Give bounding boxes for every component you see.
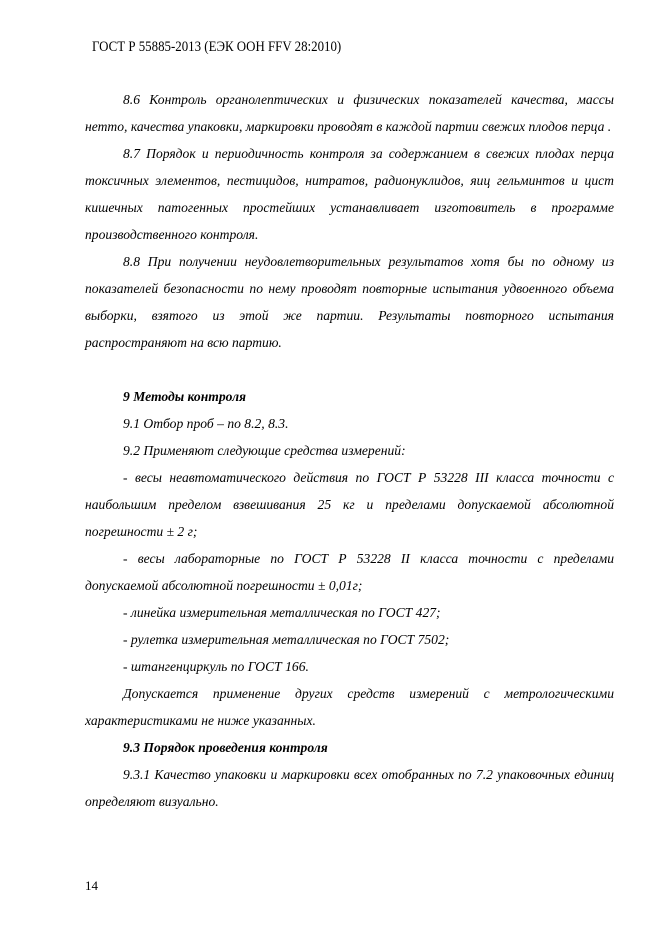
page-number: 14 (85, 878, 98, 893)
list-item-caliper: - штангенциркуль по ГОСТ 166. (123, 659, 309, 674)
document-header (92, 39, 382, 56)
standard-designation: ГОСТ Р 55885-2013 (ЕЭК ООН FFV 28:2010) (92, 39, 342, 55)
list-item-tape-measure: - рулетка измерительная металлическая по ГОСТ 7502; (123, 632, 450, 647)
list-item-ruler: - линейка измерительная металлическая по ГОСТ 427; (123, 605, 441, 620)
paragraph-9-2: 9.2 Применяют следующие средства измерений: (123, 443, 406, 458)
paragraph-9-1: 9.1 Отбор проб – по 8.2, 8.3. (123, 416, 289, 431)
paragraph-8-7: 8.7 Порядок и периодичность контроля за содержанием в свежих плодах перца токсичных элементов, пестицидов, нитратов, радионуклидов, яиц гельминтов и цист кишечных патогенных простейших устанавливает изготовитель в программе производственного контроля. (85, 146, 614, 242)
section-heading-9: 9 Методы контроля (123, 389, 247, 404)
document-body (85, 86, 614, 815)
paragraph-8-6: 8.6 Контроль органолептических и физических показателей качества, массы нетто, качества упаковки, маркировки проводят в каждой партии свежих плодов перца . (85, 92, 614, 134)
section-heading-9-3: 9.3 Порядок проведения контроля (123, 740, 328, 755)
list-item-scales-nonautomatic: - весы неавтоматического действия по ГОСТ Р 53228 III класса точности с наибольшим пределом взвешивания 25 кг и пределами допускаемой абсолютной погрешности ± 2 г; (85, 470, 614, 539)
section-spacer (85, 356, 614, 383)
list-item-scales-laboratory: - весы лабораторные по ГОСТ Р 53228 II класса точности с пределами допускаемой абсолютной погрешности ± 0,01г; (85, 551, 614, 593)
paragraph-allowed-instruments: Допускается применение других средств измерений с метрологическими характеристиками не ниже указанных. (85, 686, 614, 728)
paragraph-8-8: 8.8 При получении неудовлетворительных результатов хотя бы по одному из показателей безопасности по нему проводят повторные испытания удвоенного объема выборки, взятого из этой же партии. Результаты повторного испытания распространяют на всю партию. (85, 254, 614, 350)
paragraph-9-3-1: 9.3.1 Качество упаковки и маркировки всех отобранных по 7.2 упаковочных единиц определяют визуально. (85, 767, 614, 809)
